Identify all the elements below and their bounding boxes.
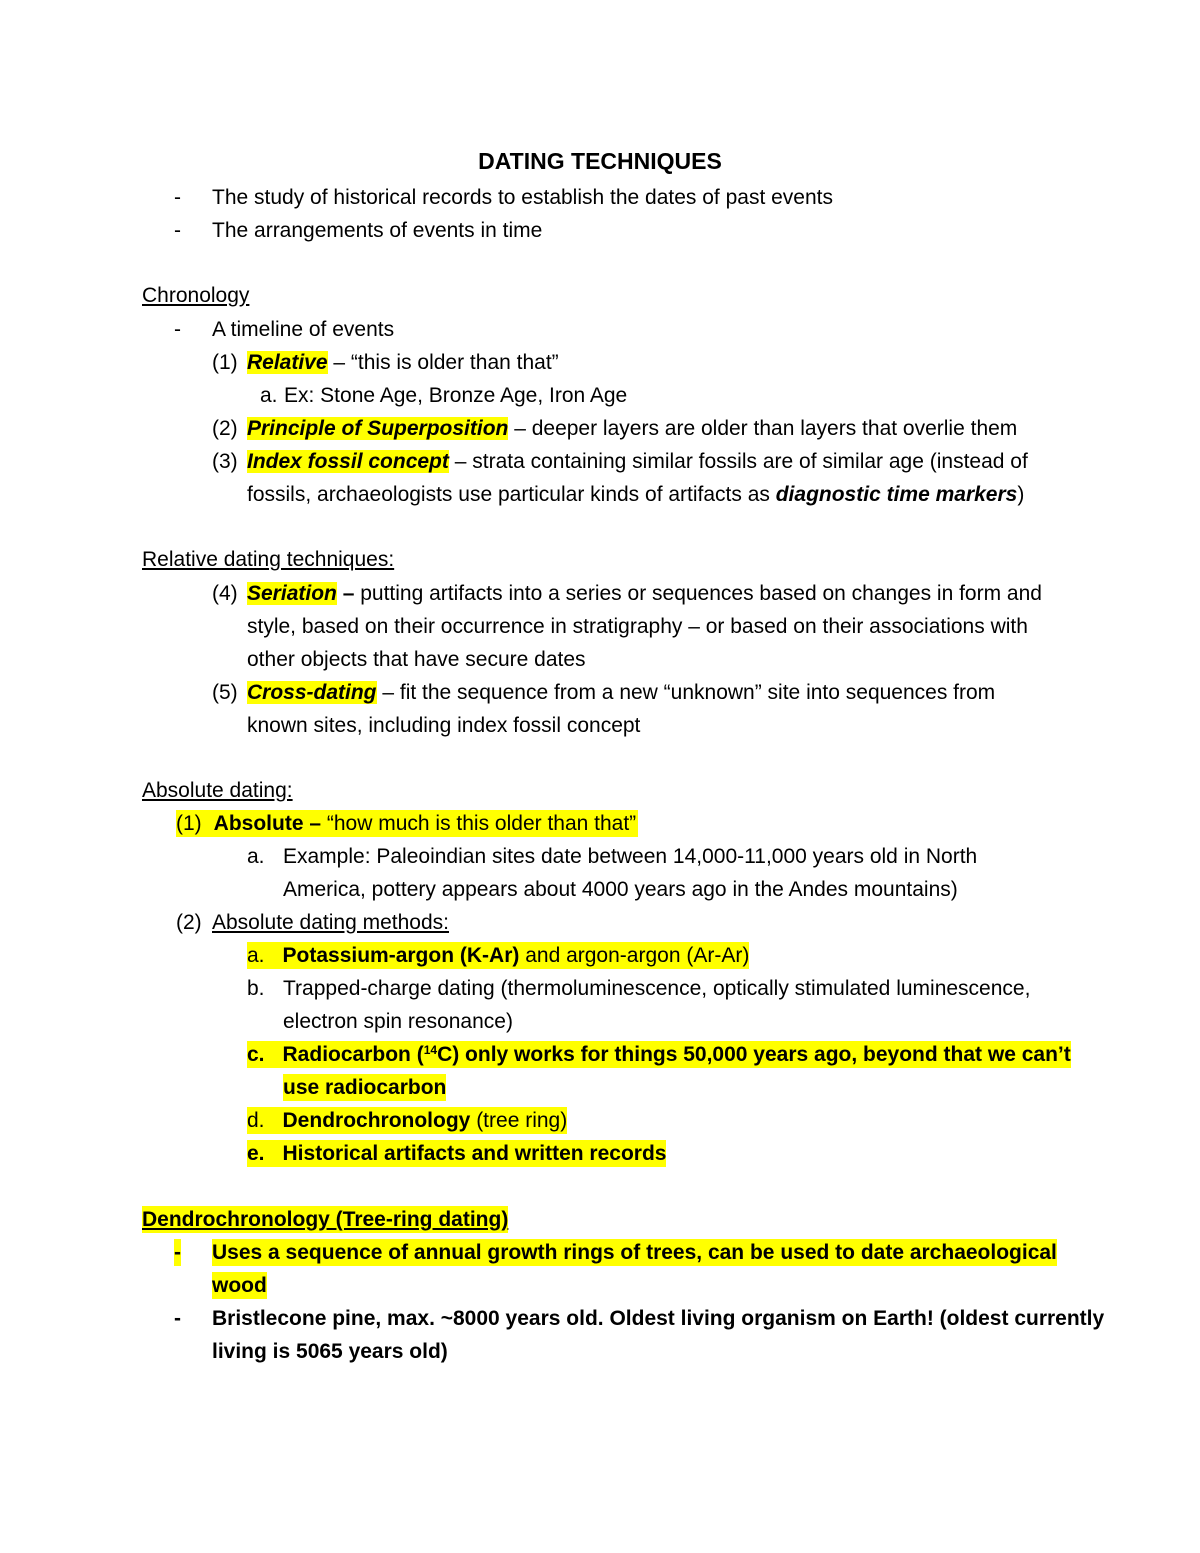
method-b-line2: electron spin resonance)	[283, 1010, 513, 1033]
list-number: (1)	[176, 812, 202, 835]
relative-techniques-heading: Relative dating techniques:	[142, 548, 395, 571]
absolute-item	[176, 810, 638, 837]
method-d	[247, 1107, 567, 1134]
chronology-heading: Chronology	[142, 284, 250, 307]
method-c-post: C) only works for things 50,000 years ago, beyond that we can’t	[437, 1043, 1071, 1066]
list-marker: a.	[247, 944, 265, 967]
bullet-dash: -	[174, 318, 181, 341]
crossdating-line2: known sites, including index fossil concept	[247, 714, 641, 737]
list-marker: c.	[247, 1043, 265, 1066]
relative-example: Ex: Stone Age, Bronze Age, Iron Age	[284, 384, 628, 407]
bullet-dash: -	[174, 219, 181, 242]
seriation-line3: other objects that have secure dates	[247, 648, 586, 671]
page-title: DATING TECHNIQUES	[478, 148, 722, 174]
list-marker: b.	[247, 977, 265, 1000]
method-c	[247, 1041, 1071, 1068]
superposition-term: Principle of Superposition	[247, 417, 509, 440]
index-fossil-term: Index fossil concept	[247, 450, 449, 473]
crossdating-desc: – fit the sequence from a new “unknown” site into sequences from	[376, 681, 996, 704]
bullet-dash: -	[174, 1241, 181, 1264]
list-marker: a.	[247, 845, 265, 868]
superposition-item	[247, 415, 1017, 442]
absolute-desc: “how much is this older than that”	[321, 812, 637, 835]
seriation-line2: style, based on their occurrence in stratigraphy – or based on their associations with	[247, 615, 1028, 638]
absolute-heading: Absolute dating:	[142, 779, 293, 802]
method-e	[247, 1140, 666, 1167]
superposition-desc: – deeper layers are older than layers that overlie them	[508, 417, 1018, 440]
method-d-rest: (tree ring)	[470, 1109, 568, 1132]
intro-item-1: The study of historical records to establish the dates of past events	[212, 186, 833, 209]
methods-heading: Absolute dating methods:	[212, 911, 449, 934]
dendro-item1-line1: Uses a sequence of annual growth rings of trees, can be used to date archaeological	[212, 1241, 1057, 1264]
method-c-line2: use radiocarbon	[283, 1076, 447, 1099]
index-fossil-item	[247, 448, 1028, 475]
method-e-bold: Historical artifacts and written records	[282, 1142, 667, 1165]
relative-desc: – “this is older than that”	[327, 351, 559, 374]
intro-item-2: The arrangements of events in time	[212, 219, 543, 242]
dendro-heading: Dendrochronology (Tree-ring dating)	[142, 1208, 509, 1231]
list-marker: d.	[247, 1109, 265, 1132]
method-a	[247, 942, 749, 969]
example-line1: Example: Paleoindian sites date between 14,000-11,000 years old in North	[283, 845, 978, 868]
method-b-line1: Trapped-charge dating (thermoluminescence, optically stimulated luminescence,	[283, 977, 1031, 1000]
method-a-bold: Potassium-argon (K-Ar)	[282, 944, 520, 967]
isotope-superscript: 14	[423, 1043, 438, 1057]
list-number: (2)	[212, 417, 238, 440]
method-d-bold: Dendrochronology	[282, 1109, 471, 1132]
example-line2: America, pottery appears about 4000 years ago in the Andes mountains)	[283, 878, 958, 901]
seriation-desc: putting artifacts into a series or sequences based on changes in form and	[354, 582, 1042, 605]
method-c-pre: Radiocarbon (	[282, 1043, 424, 1066]
list-number: (2)	[176, 911, 202, 934]
diagnostic-time-markers: diagnostic time markers	[775, 483, 1018, 506]
timeline-item: A timeline of events	[212, 318, 395, 341]
index-fossil-line2	[247, 481, 1024, 508]
dendro-item2-line2: living is 5065 years old)	[212, 1340, 448, 1363]
crossdating-term: Cross-dating	[247, 681, 377, 704]
seriation-term: Seriation	[247, 582, 337, 605]
list-number: (3)	[212, 450, 238, 473]
closing-paren: )	[1017, 483, 1025, 506]
seriation-item	[247, 580, 1042, 607]
index-fossil-line2-text: fossils, archaeologists use particular kinds of artifacts as	[247, 483, 776, 506]
crossdating-item	[247, 679, 995, 706]
list-number: (5)	[212, 681, 238, 704]
dendro-item2-line1: Bristlecone pine, max. ~8000 years old. Oldest living organism on Earth! (oldest currently	[212, 1307, 1105, 1330]
dendro-item1-line2: wood	[212, 1274, 267, 1297]
method-a-rest: and argon-argon (Ar-Ar)	[519, 944, 750, 967]
bullet-dash: -	[174, 186, 181, 209]
list-marker: e.	[247, 1142, 265, 1165]
list-marker: a.	[260, 384, 278, 407]
index-fossil-desc: – strata containing similar fossils are of similar age (instead of	[448, 450, 1028, 473]
bullet-dash: -	[174, 1307, 181, 1330]
relative-item	[247, 349, 559, 376]
relative-term: Relative	[247, 351, 328, 374]
list-number: (4)	[212, 582, 238, 605]
seriation-dash: –	[336, 582, 355, 605]
list-number: (1)	[212, 351, 238, 374]
absolute-term: Absolute –	[213, 812, 322, 835]
